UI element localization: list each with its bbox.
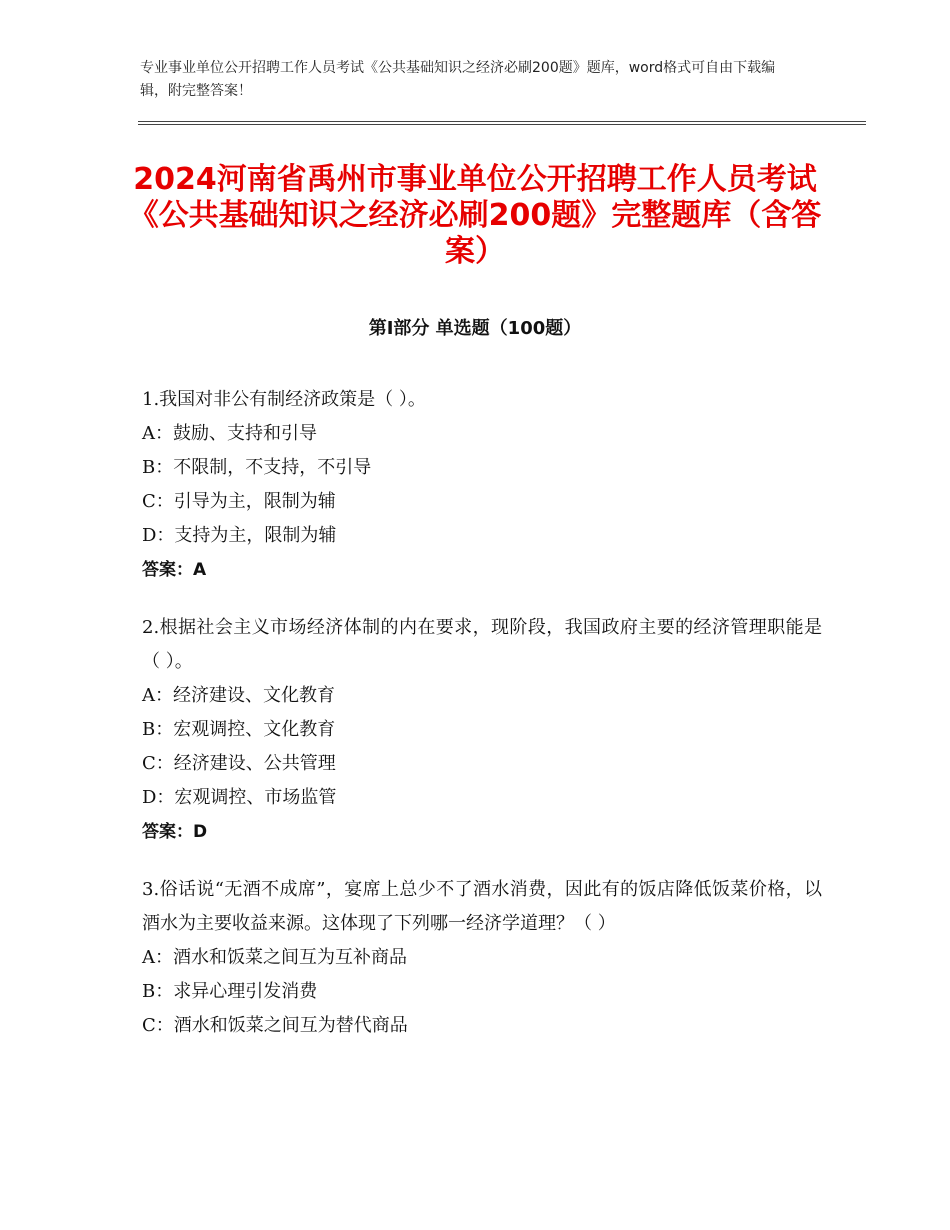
answer: 答案：A bbox=[142, 560, 207, 580]
option-a: A：鼓励、支持和引导 bbox=[142, 423, 317, 444]
header-note: 专业事业单位公开招聘工作人员考试《公共基础知识之经济必刷200题》题库，word格式可自由下载编辑，附完整答案！ bbox=[140, 60, 776, 99]
question-stem: 1.我国对非公有制经济政策是（ ）。 bbox=[142, 389, 426, 410]
question-stem: 3.俗话说“无酒不成席”，宴席上总少不了酒水消费，因此有的饭店降低饭菜价格，以酒水为主要收益来源。这体现了下列哪一经济学道理？（ ） bbox=[142, 879, 822, 934]
question-list bbox=[142, 383, 822, 1067]
option-b: B：宏观调控、文化教育 bbox=[142, 719, 336, 740]
header-divider bbox=[138, 121, 866, 125]
option-d: D：宏观调控、市场监管 bbox=[142, 787, 337, 808]
question-1 bbox=[142, 383, 822, 587]
option-c: C：酒水和饭菜之间互为替代商品 bbox=[142, 1015, 408, 1036]
document-title: 2024河南省禹州市事业单位公开招聘工作人员考试《公共基础知识之经济必刷200题》完整题库（含答案） bbox=[128, 162, 822, 269]
option-a: A：经济建设、文化教育 bbox=[142, 685, 335, 706]
answer: 答案：D bbox=[142, 822, 208, 842]
option-b: B：求异心理引发消费 bbox=[142, 981, 318, 1002]
question-3 bbox=[142, 873, 822, 1043]
question-2 bbox=[142, 611, 822, 849]
section-heading: 第Ⅰ部分 单选题（100题） bbox=[368, 318, 582, 339]
option-c: C：经济建设、公共管理 bbox=[142, 753, 336, 774]
option-b: B：不限制，不支持，不引导 bbox=[142, 457, 372, 478]
option-a: A：酒水和饭菜之间互为互补商品 bbox=[142, 947, 407, 968]
option-d: D：支持为主，限制为辅 bbox=[142, 525, 337, 546]
question-stem: 2.根据社会主义市场经济体制的内在要求，现阶段，我国政府主要的经济管理职能是（ ）。 bbox=[142, 617, 822, 672]
option-c: C：引导为主，限制为辅 bbox=[142, 491, 336, 512]
